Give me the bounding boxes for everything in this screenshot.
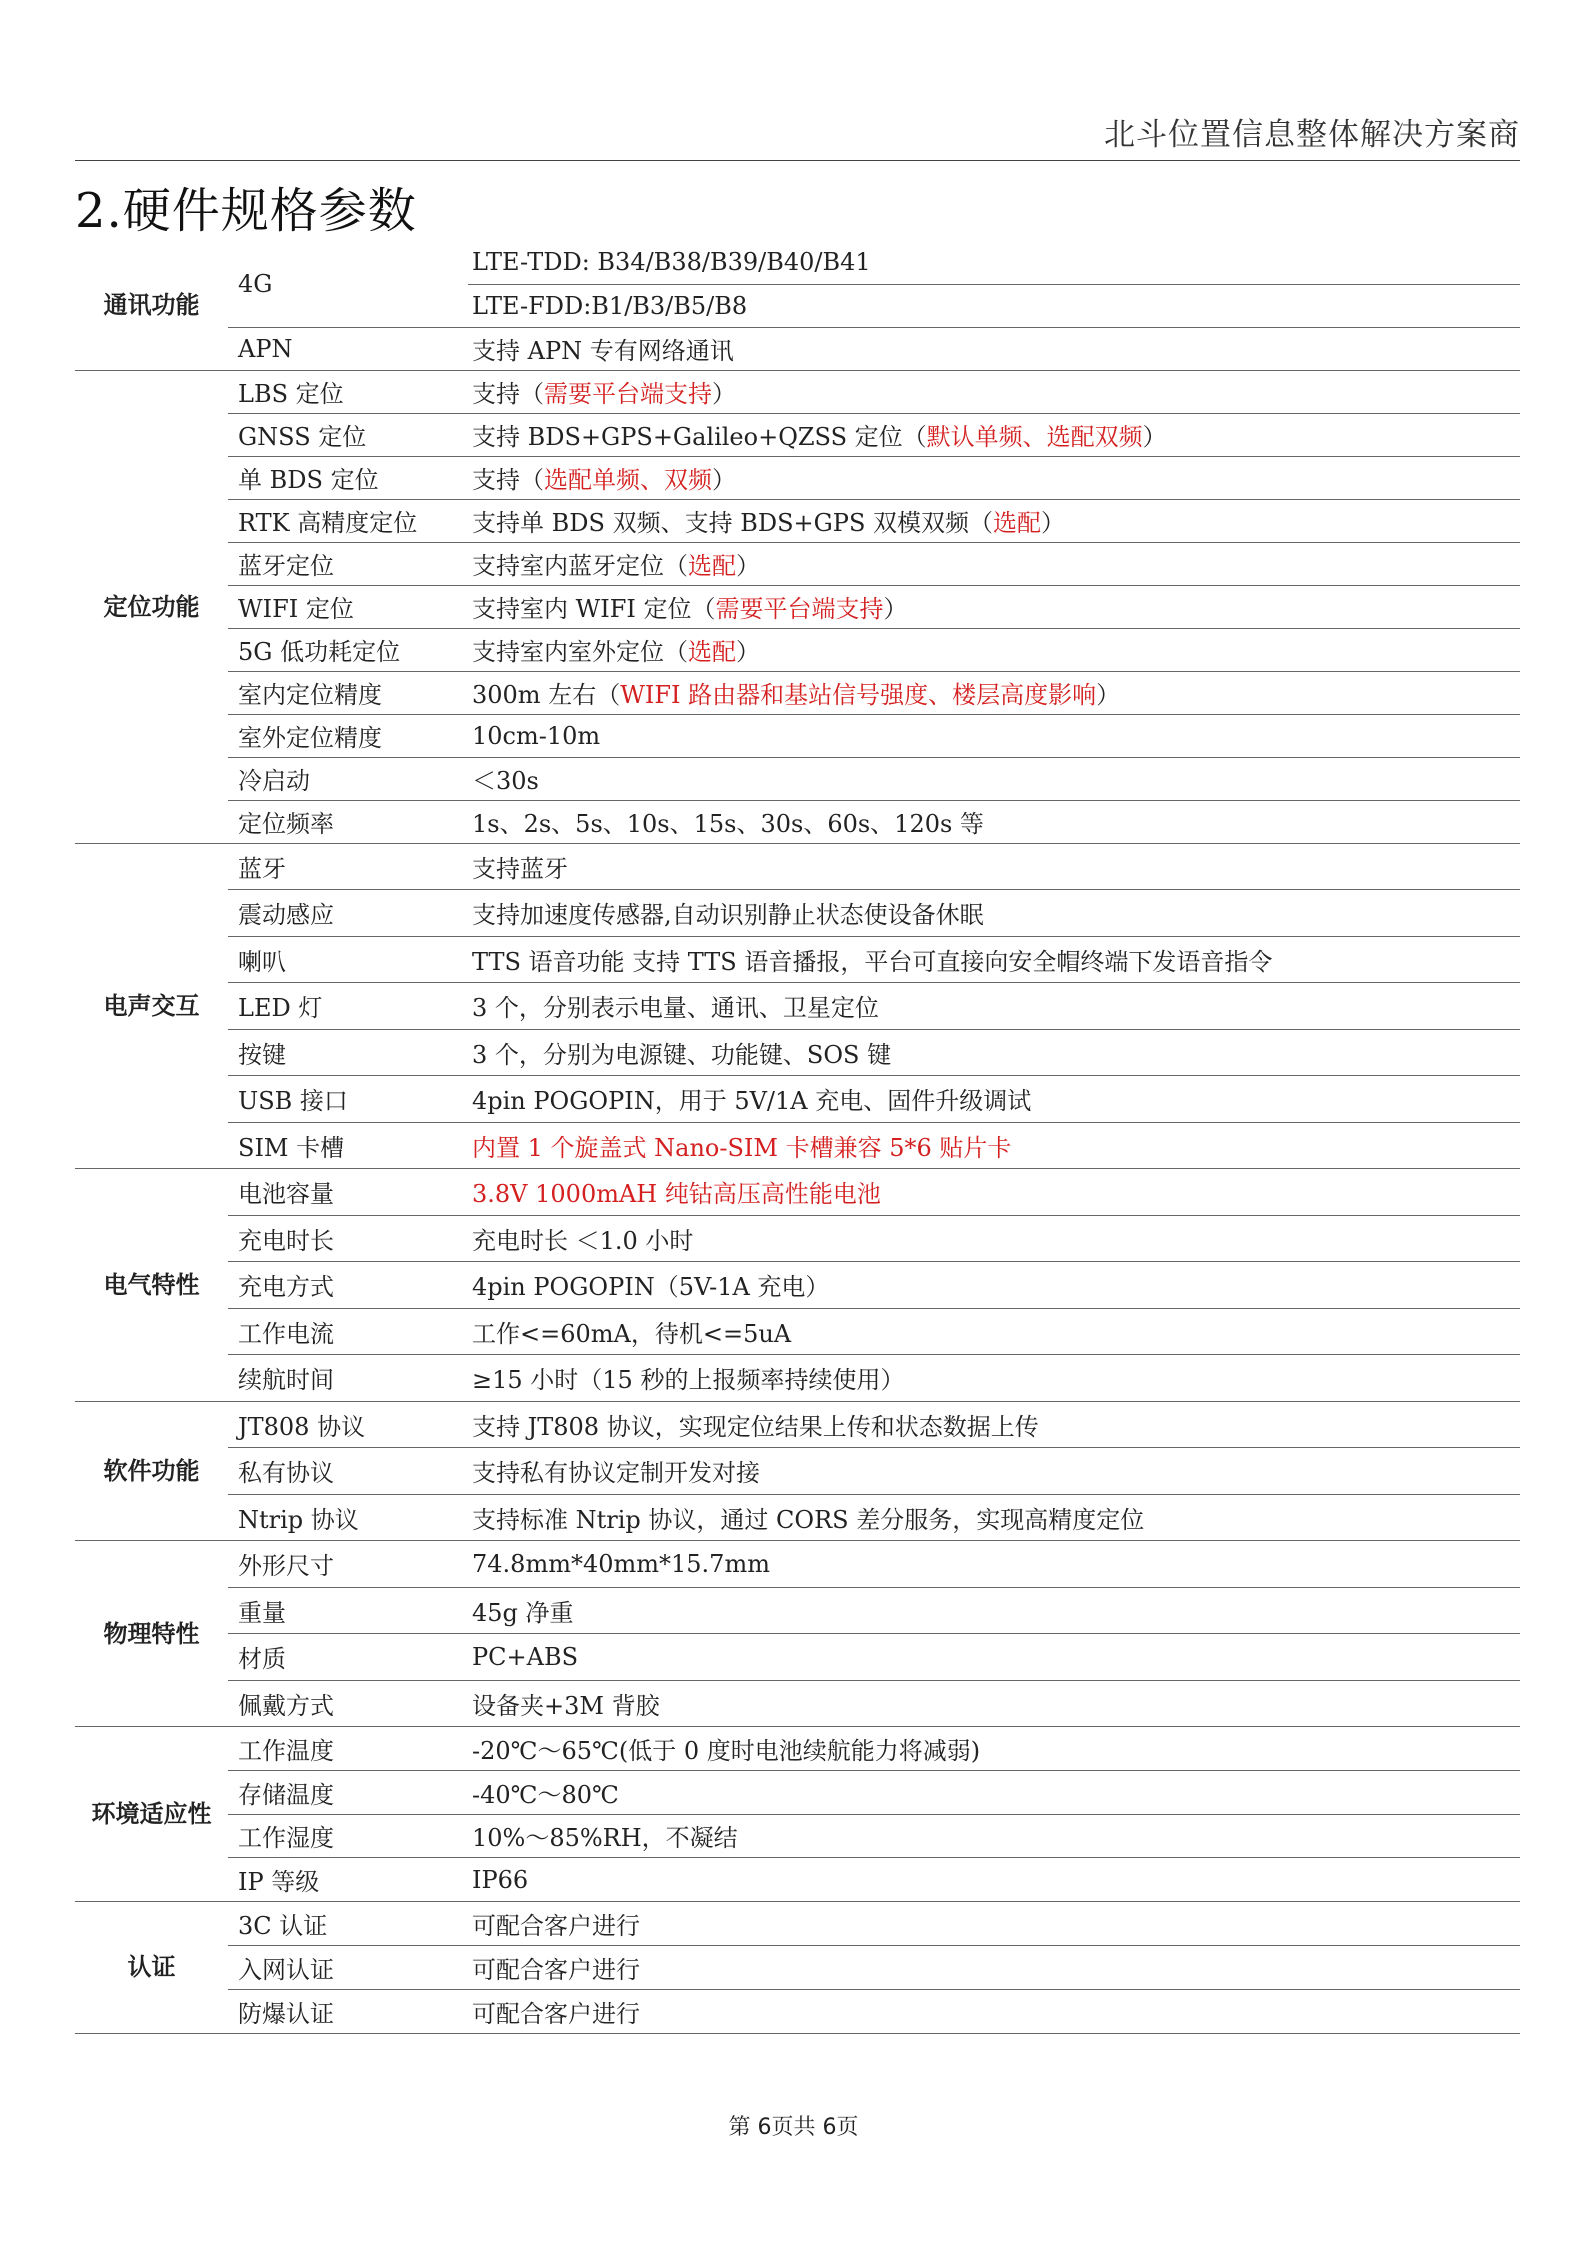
category-cell: 定位功能 xyxy=(75,370,228,843)
value-cell xyxy=(468,1814,1520,1858)
feature-cell: 室内定位精度 xyxy=(228,671,468,714)
highlight-text: 3.8V 1000mAH 纯钴高压高性能电池 xyxy=(472,1180,881,1209)
table-row xyxy=(75,456,1520,499)
value-cell xyxy=(468,542,1520,585)
value-text: -40℃～80℃ xyxy=(472,1780,619,1809)
page-footer: 第 6页共 6页 xyxy=(728,2115,859,2140)
feature-cell: 4G xyxy=(228,241,468,327)
value-text: LTE-TDD: B34/B38/B39/B40/B41 xyxy=(472,248,871,277)
value-cell xyxy=(468,370,1520,413)
value-text: ） xyxy=(712,380,736,408)
value-cell xyxy=(468,585,1520,628)
value-text: 支持私有协议定制开发对接 xyxy=(472,1459,760,1488)
value-text: 支持室内蓝牙定位（ xyxy=(472,552,688,580)
value-text: ） xyxy=(1142,423,1167,451)
feature-cell: 工作湿度 xyxy=(228,1814,468,1858)
value-text: 支持标准 Ntrip 协议，通过 CORS 差分服务，实现高精度定位 xyxy=(472,1505,1145,1534)
value-cell xyxy=(468,1727,1520,1771)
feature-cell: 存储温度 xyxy=(228,1770,468,1814)
table-row xyxy=(75,1989,1520,2033)
highlight-text: 需要平台端支持 xyxy=(715,595,884,623)
table-row xyxy=(75,1169,1520,1216)
value-cell xyxy=(468,1215,1520,1262)
highlight-text: 选配 xyxy=(688,552,736,580)
spec-table-body xyxy=(75,241,1520,2033)
value-text: ≥15 小时（15 秒的上报频率持续使用） xyxy=(472,1366,905,1395)
feature-cell: 工作电流 xyxy=(228,1308,468,1355)
table-row xyxy=(75,585,1520,628)
value-cell xyxy=(468,1401,1520,1448)
table-row xyxy=(75,542,1520,585)
feature-cell: 5G 低功耗定位 xyxy=(228,628,468,671)
feature-cell: 续航时间 xyxy=(228,1355,468,1402)
value-cell xyxy=(468,1541,1520,1588)
value-cell xyxy=(468,1494,1520,1541)
value-text: LTE-FDD:B1/B3/B5/B8 xyxy=(472,291,748,320)
company-tagline: 北斗位置信息整体解决方案商 xyxy=(1104,117,1520,153)
value-text: 设备夹+3M 背胶 xyxy=(472,1691,660,1720)
category-cell: 认证 xyxy=(75,1902,228,2033)
feature-cell: WIFI 定位 xyxy=(228,585,468,628)
feature-cell: IP 等级 xyxy=(228,1858,468,1902)
value-cell xyxy=(468,628,1520,671)
section-title: 2.硬件规格参数 xyxy=(75,183,417,239)
value-text: 10%～85%RH，不凝结 xyxy=(472,1824,738,1853)
table-row xyxy=(75,983,1520,1030)
value-cell xyxy=(468,1858,1520,1902)
feature-cell: 电池容量 xyxy=(228,1169,468,1216)
value-text: 可配合客户进行 xyxy=(472,1999,640,2028)
value-text: ） xyxy=(883,595,908,623)
category-cell: 软件功能 xyxy=(75,1401,228,1541)
value-text: ＜30s xyxy=(472,767,539,795)
table-row xyxy=(75,1262,1520,1309)
table-row xyxy=(75,843,1520,890)
value-text: 74.8mm*40mm*15.7mm xyxy=(472,1549,770,1578)
highlight-text: 选配 xyxy=(993,509,1042,537)
value-cell xyxy=(468,714,1520,757)
feature-cell: 入网认证 xyxy=(228,1945,468,1989)
value-text: 300m 左右（ xyxy=(472,681,621,709)
value-text: 支持 BDS+GPS+Galileo+QZSS 定位（ xyxy=(472,423,927,451)
value-cell xyxy=(468,1902,1520,1946)
feature-cell: 充电方式 xyxy=(228,1262,468,1309)
value-text: 可配合客户进行 xyxy=(472,1912,640,1941)
feature-cell: 单 BDS 定位 xyxy=(228,456,468,499)
table-row xyxy=(75,1680,1520,1727)
value-cell xyxy=(468,1989,1520,2033)
feature-cell: 佩戴方式 xyxy=(228,1680,468,1727)
value-text: 支持单 BDS 双频、支持 BDS+GPS 双模双频（ xyxy=(472,509,994,537)
table-row xyxy=(75,370,1520,413)
value-text: 工作<=60mA，待机<=5uA xyxy=(472,1319,792,1348)
feature-cell: 3C 认证 xyxy=(228,1902,468,1946)
value-text: -20℃～65℃(低于 0 度时电池续航能力将减弱) xyxy=(472,1736,981,1765)
feature-cell: 蓝牙 xyxy=(228,843,468,890)
highlight-text: 默认单频、选配双频 xyxy=(926,423,1143,451)
value-text: 4pin POGOPIN（5V-1A 充电） xyxy=(472,1273,830,1302)
highlight-text: 选配 xyxy=(688,638,736,666)
table-row xyxy=(75,1448,1520,1495)
value-text: 支持（ xyxy=(472,380,544,408)
value-cell xyxy=(468,1448,1520,1495)
value-cell xyxy=(468,1770,1520,1814)
value-cell xyxy=(468,983,1520,1030)
feature-cell: 蓝牙定位 xyxy=(228,542,468,585)
table-row xyxy=(75,413,1520,456)
value-text: 45g 净重 xyxy=(472,1598,574,1627)
feature-cell: 工作温度 xyxy=(228,1727,468,1771)
table-row xyxy=(75,1494,1520,1541)
value-text: 可配合客户进行 xyxy=(472,1955,640,1984)
feature-cell: LED 灯 xyxy=(228,983,468,1030)
category-cell: 电气特性 xyxy=(75,1169,228,1402)
value-cell xyxy=(468,890,1520,937)
value-cell xyxy=(468,241,1520,284)
value-cell xyxy=(468,1587,1520,1634)
feature-cell: 按键 xyxy=(228,1029,468,1076)
feature-cell: LBS 定位 xyxy=(228,370,468,413)
value-text: 支持室内室外定位（ xyxy=(472,638,688,666)
table-row xyxy=(75,890,1520,937)
table-row xyxy=(75,1076,1520,1123)
value-cell xyxy=(468,1680,1520,1727)
feature-cell: GNSS 定位 xyxy=(228,413,468,456)
table-row xyxy=(75,1858,1520,1902)
category-cell: 物理特性 xyxy=(75,1541,228,1727)
feature-cell: USB 接口 xyxy=(228,1076,468,1123)
category-cell: 电声交互 xyxy=(75,843,228,1169)
table-row xyxy=(75,1029,1520,1076)
feature-cell: 震动感应 xyxy=(228,890,468,937)
value-cell xyxy=(468,936,1520,983)
table-row xyxy=(75,1814,1520,1858)
value-text: 3 个，分别表示电量、通讯、卫星定位 xyxy=(472,994,879,1023)
table-row xyxy=(75,628,1520,671)
value-text: ） xyxy=(1096,681,1121,709)
feature-cell: 充电时长 xyxy=(228,1215,468,1262)
value-text: 支持 JT808 协议，实现定位结果上传和状态数据上传 xyxy=(472,1412,1039,1441)
value-text: TTS 语音功能 支持 TTS 语音播报，平台可直接向安全帽终端下发语音指令 xyxy=(472,947,1273,976)
value-text: 充电时长 ＜1.0 小时 xyxy=(472,1226,694,1255)
table-row xyxy=(75,1634,1520,1681)
table-row xyxy=(75,1902,1520,1946)
value-cell xyxy=(468,456,1520,499)
highlight-text: 需要平台端支持 xyxy=(544,380,712,408)
value-cell xyxy=(468,1355,1520,1402)
table-row xyxy=(75,1308,1520,1355)
table-row xyxy=(75,671,1520,714)
value-text: 支持加速度传感器,自动识别静止状态使设备休眠 xyxy=(472,901,984,930)
value-cell xyxy=(468,843,1520,890)
highlight-text: 选配单频、双频 xyxy=(544,466,712,494)
table-row xyxy=(75,1122,1520,1169)
category-cell: 通讯功能 xyxy=(75,241,228,370)
table-row xyxy=(75,1587,1520,1634)
value-text: 10cm-10m xyxy=(472,721,601,750)
feature-cell: APN xyxy=(228,327,468,370)
value-cell xyxy=(468,671,1520,714)
table-row xyxy=(75,1945,1520,1989)
feature-cell: RTK 高精度定位 xyxy=(228,499,468,542)
value-text: ） xyxy=(712,466,736,494)
feature-cell: 喇叭 xyxy=(228,936,468,983)
value-cell xyxy=(468,1029,1520,1076)
table-row xyxy=(75,936,1520,983)
value-text: 支持蓝牙 xyxy=(472,854,568,883)
value-text: 支持（ xyxy=(472,466,544,494)
value-cell xyxy=(468,757,1520,800)
value-cell xyxy=(468,413,1520,456)
value-text: 3 个，分别为电源键、功能键、SOS 键 xyxy=(472,1040,892,1069)
table-row xyxy=(75,714,1520,757)
value-text: 1s、2s、5s、10s、15s、30s、60s、120s 等 xyxy=(472,810,984,838)
table-row xyxy=(75,499,1520,542)
table-row xyxy=(75,1770,1520,1814)
table-row xyxy=(75,1215,1520,1262)
spec-table xyxy=(75,241,1520,2034)
value-cell xyxy=(468,1169,1520,1216)
table-row xyxy=(75,1727,1520,1771)
feature-cell: 重量 xyxy=(228,1587,468,1634)
value-text: 4pin POGOPIN，用于 5V/1A 充电、固件升级调试 xyxy=(472,1087,1032,1116)
value-cell xyxy=(468,1076,1520,1123)
table-row xyxy=(75,800,1520,843)
feature-cell: 定位频率 xyxy=(228,800,468,843)
table-row xyxy=(75,757,1520,800)
table-row xyxy=(75,241,1520,284)
table-row xyxy=(75,1355,1520,1402)
table-row xyxy=(75,1541,1520,1588)
value-cell xyxy=(468,284,1520,327)
feature-cell: SIM 卡槽 xyxy=(228,1122,468,1169)
feature-cell: Ntrip 协议 xyxy=(228,1494,468,1541)
feature-cell: JT808 协议 xyxy=(228,1401,468,1448)
highlight-text: WIFI 路由器和基站信号强度、楼层高度影响 xyxy=(620,681,1097,709)
table-row xyxy=(75,327,1520,370)
value-cell xyxy=(468,1262,1520,1309)
category-cell: 环境适应性 xyxy=(75,1727,228,1902)
feature-cell: 冷启动 xyxy=(228,757,468,800)
feature-cell: 室外定位精度 xyxy=(228,714,468,757)
value-text: ） xyxy=(736,552,760,580)
value-cell xyxy=(468,1634,1520,1681)
value-cell xyxy=(468,1122,1520,1169)
value-text: PC+ABS xyxy=(472,1642,579,1671)
highlight-text: 内置 1 个旋盖式 Nano-SIM 卡槽兼容 5*6 贴片卡 xyxy=(472,1133,1012,1162)
value-cell xyxy=(468,1308,1520,1355)
value-cell xyxy=(468,1945,1520,1989)
value-cell xyxy=(468,499,1520,542)
value-text: IP66 xyxy=(472,1865,529,1894)
value-text: ） xyxy=(736,638,760,666)
feature-cell: 防爆认证 xyxy=(228,1989,468,2033)
value-text: ） xyxy=(1041,509,1066,537)
value-cell xyxy=(468,800,1520,843)
feature-cell: 材质 xyxy=(228,1634,468,1681)
table-row xyxy=(75,1401,1520,1448)
value-text: 支持 APN 专有网络通讯 xyxy=(472,337,734,365)
value-cell xyxy=(468,327,1520,370)
page-header xyxy=(75,112,1520,161)
value-text: 支持室内 WIFI 定位（ xyxy=(472,595,716,623)
feature-cell: 私有协议 xyxy=(228,1448,468,1495)
feature-cell: 外形尺寸 xyxy=(228,1541,468,1588)
